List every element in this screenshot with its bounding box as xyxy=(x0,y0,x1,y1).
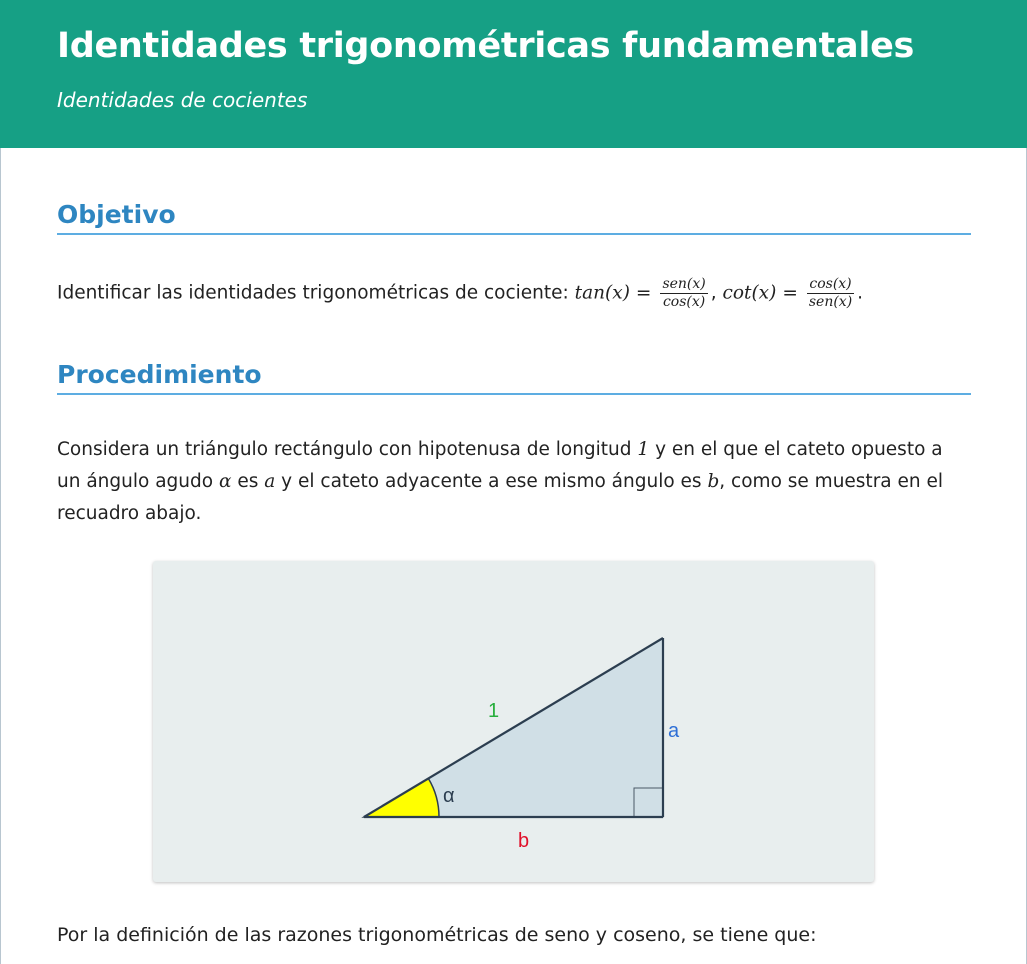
math-a: a xyxy=(264,471,276,492)
procedure-text-3: es xyxy=(231,471,265,492)
section-title-objetivo: Objetivo xyxy=(57,200,971,235)
procedure-text-4: y el cateto adyacente a ese mismo ángulo es xyxy=(275,471,708,492)
math-alpha: α xyxy=(218,471,232,492)
tan-denominator: cos(x) xyxy=(662,294,706,310)
objective-text: Identificar las identidades trigonométricas de cociente: xyxy=(57,282,569,304)
equals-sign: = xyxy=(782,282,798,304)
math-b: b xyxy=(707,471,720,492)
procedure-text-5: , como se muestra en el recuadro abajo. xyxy=(57,471,944,524)
procedure-text-2: y en el que el cateto opuesto a un ángulo agudo xyxy=(57,439,943,492)
cot-numerator: cos(x) xyxy=(807,276,854,294)
end-period: . xyxy=(857,282,864,304)
page-header xyxy=(0,0,1027,148)
equals-sign: = xyxy=(635,282,652,304)
opposite-label: a xyxy=(668,720,680,742)
procedure-paragraph xyxy=(57,434,971,530)
cot-denominator: sen(x) xyxy=(808,294,853,310)
procedure-text-1: Considera un triángulo rectángulo con hipotenusa de longitud xyxy=(57,439,638,460)
triangle-figure xyxy=(153,561,874,882)
tan-numerator: sen(x) xyxy=(662,276,706,292)
math-one: 1 xyxy=(637,439,650,460)
objective-paragraph xyxy=(57,276,971,311)
page-subtitle: Identidades de cocientes xyxy=(57,88,308,112)
tan-lhs: tan(x) xyxy=(574,282,630,304)
cot-fraction xyxy=(807,276,854,311)
angle-label: α xyxy=(443,785,455,807)
section-title-procedimiento: Procedimiento xyxy=(57,360,971,395)
hypotenuse-label: 1 xyxy=(488,700,500,722)
adjacent-label: b xyxy=(518,830,530,852)
cot-lhs: cot(x) xyxy=(722,282,777,304)
tan-fraction xyxy=(660,276,707,311)
separator-comma: , xyxy=(710,282,717,304)
triangle-diagram xyxy=(153,561,874,882)
page-title: Identidades trigonométricas fundamentales xyxy=(57,26,915,66)
definition-paragraph: Por la definición de las razones trigonométricas de seno y coseno, se tiene que: xyxy=(57,924,817,946)
